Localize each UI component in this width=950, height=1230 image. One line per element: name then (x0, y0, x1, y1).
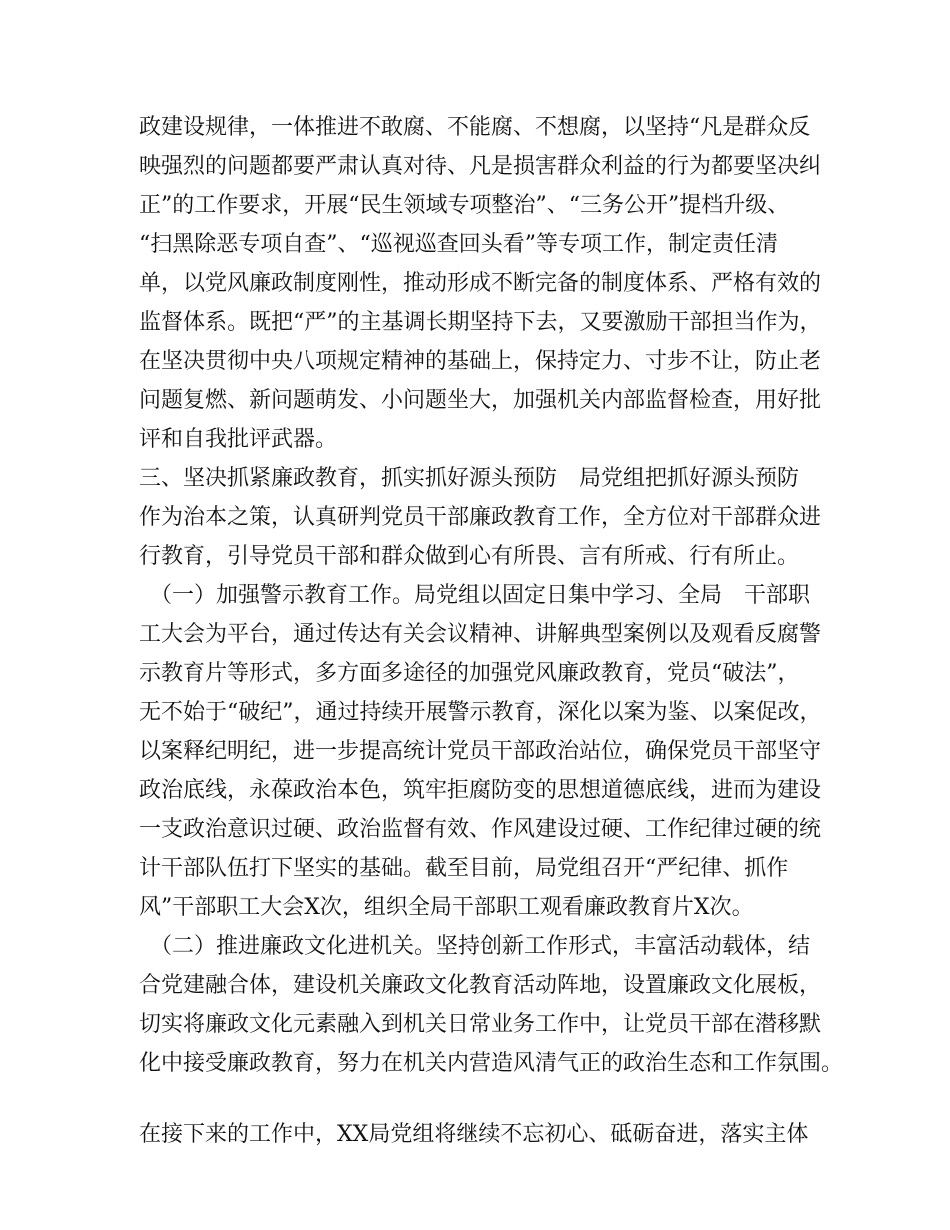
text-line: 在接下来的工作中，XX局党组将继续不忘初心、砥砺奋进，落实主体 (139, 1122, 809, 1147)
text-line: 一支政治意识过硬、政治监督有效、作风建设过硬、工作纪律过硬的统 (139, 817, 822, 842)
text-line: 无不始于“破纪”，通过持续开展警示教育，深化以案为鉴、以案促改， (139, 700, 822, 725)
text-line: 在坚决贯彻中央八项规定精神的基础上，保持定力、寸步不让，防止老 (139, 349, 822, 374)
subsection-heading-line: （二）推进廉政文化进机关。坚持创新工作形式，丰富活动载体，结 (139, 934, 811, 959)
text-line: 问题复燃、新问题萌发、小问题坐大，加强机关内部监督检查，用好批 (139, 388, 822, 413)
section-heading-line: 三、坚决抓紧廉政教育，抓实抓好源头预防 局党组把抓好源头预防 (139, 466, 800, 491)
text-line: 行教育，引导党员干部和群众做到心有所畏、言有所戒、行有所止。 (139, 544, 800, 569)
text-line: 评和自我批评武器。 (139, 427, 338, 452)
subsection-heading-line: （一）加强警示教育工作。局党组以固定日集中学习、全局 干部职 (139, 583, 811, 608)
text-line: 作为治本之策，认真研判党员干部廉政教育工作，全方位对干部群众进 (139, 505, 822, 530)
text-line: 计干部队伍打下坚实的基础。截至目前，局党组召开“严纪律、抓作 (139, 856, 789, 881)
text-line: 监督体系。既把“严”的主基调长期坚持下去，又要激励干部担当作为， (139, 310, 822, 335)
text-line: 风”干部职工大会X次，组织全局干部职工观看廉政教育片X次。 (139, 895, 754, 920)
text-line: 合党建融合体，建设机关廉政文化教育活动阵地，设置廉政文化展板， (139, 973, 822, 998)
text-line: 以案释纪明纪，进一步提高统计党员干部政治站位，确保党员干部坚守 (139, 739, 822, 764)
text-line: 单，以党风廉政制度刚性，推动形成不断完备的制度体系、严格有效的 (139, 271, 822, 296)
text-line: “扫黑除恶专项自查”、“巡视巡查回头看”等专项工作，制定责任清 (139, 232, 778, 257)
text-line: 示教育片等形式，多方面多途径的加强党风廉政教育，党员“破法”， (139, 661, 800, 686)
text-line: 政建设规律，一体推进不敢腐、不能腐、不想腐，以坚持“凡是群众反 (139, 115, 811, 140)
text-line: 切实将廉政文化元素融入到机关日常业务工作中，让党员干部在潜移默 (139, 1012, 822, 1037)
text-line: 工大会为平台，通过传达有关会议精神、讲解典型案例以及观看反腐警 (139, 622, 822, 647)
text-line: 正”的工作要求，开展“民生领域专项整治”、“三务公开”提档升级、 (139, 193, 790, 218)
text-line: 映强烈的问题都要严肃认真对待、凡是损害群众利益的行为都要坚决纠 (139, 154, 822, 179)
text-line: 政治底线，永葆政治本色，筑牢拒腐防变的思想道德底线，进而为建设 (139, 778, 822, 803)
text-line: 化中接受廉政教育，努力在机关内营造风清气正的政治生态和工作氛围。 (139, 1051, 844, 1076)
